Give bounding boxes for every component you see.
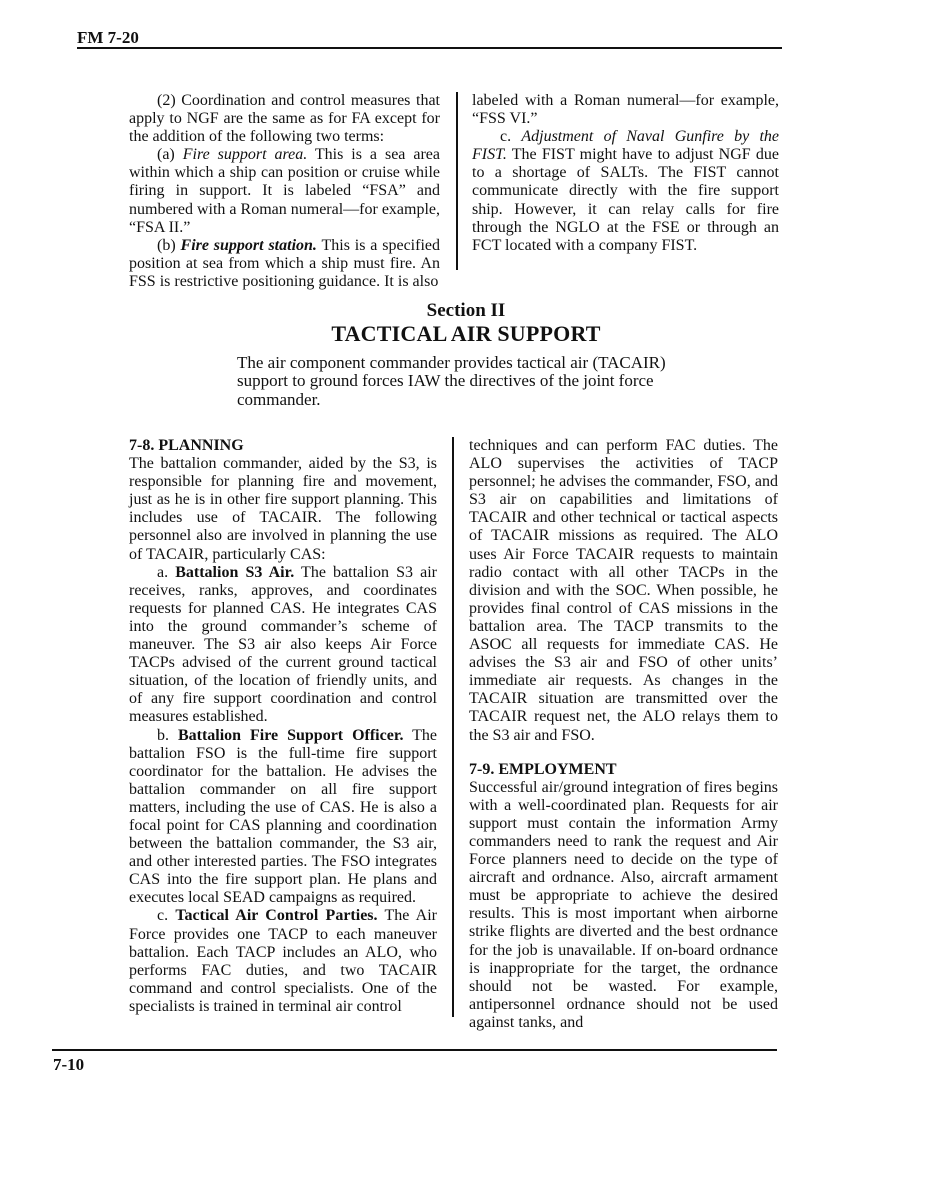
page-number: 7-10: [53, 1055, 85, 1074]
paragraph-text: This is a sea area within which a ship can position or cruise while firing in support. It is labeled “FSA” and numbered with a Roman numeral—for example, “FSA II.”: [129, 146, 441, 236]
bottom-left-column: [129, 437, 437, 1016]
item-prefix: c.: [157, 907, 176, 925]
running-header: FM 7-20: [77, 28, 139, 47]
item-prefix: (a): [157, 146, 183, 164]
paragraph-fire-support-area: [129, 146, 440, 236]
paragraph-text: The FIST might have to adjust NGF due to a shortage of SALTs. The FIST cannot communicate directly with the fire support ship. However, it can relay calls for fire through the NGLO at the FSE or through an FCT located with a company FIST.: [472, 146, 779, 254]
paragraph-employment: Successful air/ground integration of fires begins with a well-coordinated plan. Requests for air support must contain the information Army commanders need to rank the request and Air Force planners need to decide on the type of aircraft and ordnance. Also, aircraft armament must be appropriate to achieve the desired results. This is most important when airborne strike flights are diverted and the best ordnance for the job is unavailable. If on-board ordnance is inappropriate for the target, the ordnance should not be wasted. For example, antipersonnel ordnance should not be used against tanks, and: [469, 778, 778, 1031]
heading-employment: 7-9. EMPLOYMENT: [469, 760, 617, 778]
paragraph-s3-air: [129, 564, 437, 727]
paragraph-coordination: (2) Coordination and control measures that apply to NGF are the same as for FA except for the addition of the following two terms:: [129, 92, 440, 146]
item-prefix: c.: [500, 128, 522, 146]
paragraph-adjustment-ngf: [472, 128, 779, 255]
paragraph-fso: [129, 727, 437, 908]
footer-rule: [52, 1049, 777, 1051]
header-rule: [77, 47, 782, 49]
section-intro: The air component commander provides tactical air (TACAIR) support to ground forces IAW the directives of the joint force commander.: [237, 353, 666, 409]
paragraph-tacp: [129, 907, 437, 1016]
section-title: TACTICAL AIR SUPPORT: [331, 321, 601, 346]
paragraph-fire-support-station: [129, 237, 440, 291]
paragraph-planning: The battalion commander, aided by the S3, is responsible for planning fire and movement, just as he is in other fire support planning. This includes use of TACAIR. The following personnel also are involved in planning the use of TACAIR, particularly CAS:: [129, 455, 437, 563]
heading-planning: 7-8. PLANNING: [129, 437, 244, 454]
item-prefix: (b): [157, 236, 181, 254]
paragraph-text: The Air Force provides one TACP to each maneuver battalion. Each TACP includes an ALO, who performs FAC duties, and two TACAIR command and control specialists. One of the specialists is trained in terminal air control: [129, 907, 438, 1015]
term-fire-support-station: Fire support station.: [180, 236, 317, 254]
term-adjustment-ngf: Adjustment of Naval Gunfire by the FIST.: [472, 128, 779, 164]
term-s3-air: Battalion S3 Air.: [175, 563, 295, 581]
paragraph-gap: [469, 745, 778, 761]
column-divider-bottom: [452, 437, 454, 1017]
item-prefix: b.: [157, 726, 178, 744]
top-left-column: [129, 92, 440, 291]
bottom-right-column: [469, 437, 778, 1032]
section-label: Section II: [426, 300, 506, 321]
term-fso: Battalion Fire Support Officer.: [177, 726, 404, 744]
paragraph-text: The battalion S3 air receives, ranks, approves, and coordinates requests for planned CAS. He integrates CAS into the ground commander’s scheme of maneuver. The S3 air also keeps Air Force TACPs advised of the current ground tactical situation, of the location of friendly units, and of any fire support coordination and control measures established.: [129, 563, 438, 726]
top-right-column: [472, 92, 779, 255]
paragraph-text: This is a specified position at sea from which a ship must fire. An FSS is restrictive positioning guidance. It is also: [129, 236, 441, 290]
paragraph-tacp-continued: techniques and can perform FAC duties. The ALO supervises the activities of TACP personnel; he advises the commander, FSO, and S3 air on capabilities and limitations of TACAIR and other technical or tactical aspects of TACAIR missions as required. The ALO uses Air Force TACAIR requests to maintain radio contact with all other TACPs in the division and with the SOC. When possible, he provides final control of CAS missions in the battalion area. The TACP transmits to the ASOC all requests for immediate CAS. He advises the S3 air and FSO of other units’ immediate air requests. As changes in the TACAIR situation are transmitted over the TACAIR request net, the ALO relays them to the S3 air and FSO.: [469, 437, 778, 744]
term-fire-support-area: Fire support area.: [182, 146, 308, 164]
term-tacp: Tactical Air Control Parties.: [175, 907, 378, 925]
column-divider-top: [456, 92, 458, 270]
paragraph-text: The battalion FSO is the full-time fire support coordinator for the battalion. He advises the battalion commander on all fire support matters, including the use of CAS. He is also a focal point for CAS planning and coordination between the battalion commander, the S3 air, and other interested parties. The FSO integrates CAS into the fire support plan. He plans and executes local SEAD campaigns as required.: [129, 726, 438, 907]
paragraph-roman-numeral: labeled with a Roman numeral—for example, “FSS VI.”: [472, 92, 779, 128]
item-prefix: a.: [157, 563, 176, 581]
